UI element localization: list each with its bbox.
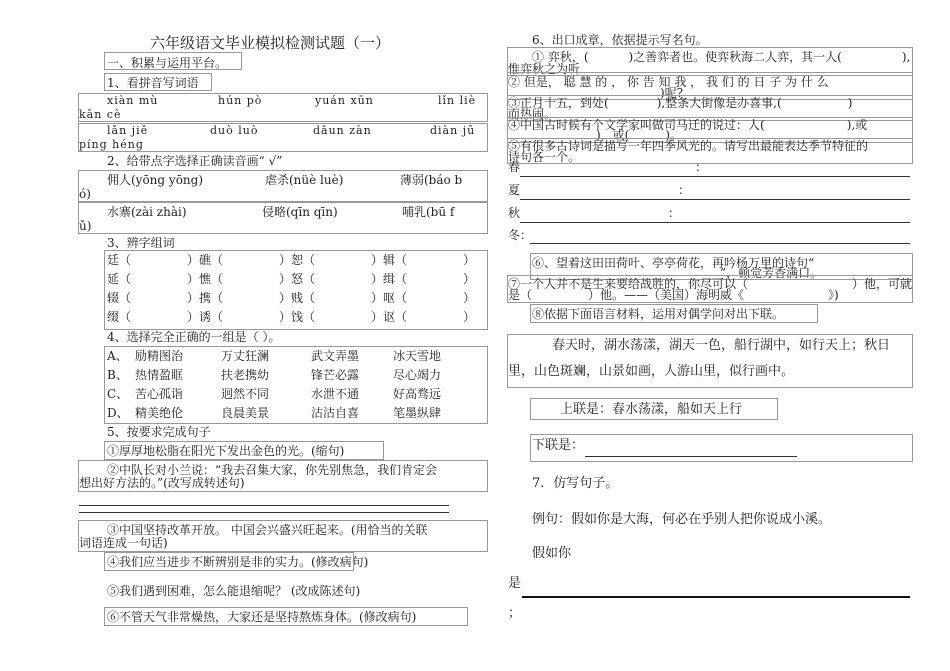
pinyin-word: píng héng — [79, 138, 144, 151]
question: ③中国坚持改革开放。 中国会兴盛兴旺起来。(用恰当的关联 — [107, 523, 428, 537]
text-box — [104, 441, 384, 460]
question: ④我们应当进步不断辨别是非的实力。(修改病句) — [107, 555, 369, 569]
section-heading: 6、出口成章，依据提示写名句。 — [532, 33, 708, 47]
char-cell: ）饯（ — [279, 310, 316, 324]
answer-line[interactable] — [79, 512, 449, 513]
reading-choice[interactable]: 水寨(zài zhài) — [107, 205, 187, 219]
question: ②中队长对小兰说：“我去召集大家，你先别焦急，我们肯定会 — [107, 463, 438, 477]
colon: ： — [678, 183, 691, 197]
subsection-heading: 1、看拼音写词语 — [107, 76, 199, 90]
subsection-heading: 2、给带点字选择正确读音画“ √” — [107, 154, 283, 168]
question: ”，顿觉芳香满口。 — [720, 266, 823, 280]
char-cell: ） — [463, 272, 476, 286]
text-box — [104, 607, 468, 626]
subsection-heading: 4、选择完全正确的一组是（ ）。 — [107, 330, 281, 344]
char-cell: ）贱（ — [279, 291, 316, 305]
reading-choice[interactable]: 侵略(qīn qīn) — [262, 205, 338, 219]
question: ② 但是， 聪 慧 的 ， 你 告 知 我 ， 我 们 的 日 子 为 什 么 — [508, 75, 829, 89]
season-label: 秋 — [508, 206, 521, 220]
pinyin-word: lǎn jiě — [107, 124, 149, 137]
char-cell: ） — [463, 253, 476, 267]
answer-box — [78, 170, 488, 202]
char-cell: ）呕（ — [371, 291, 408, 305]
answer-box — [507, 138, 913, 164]
example-sentence: 例句：假如你是大海，何必在乎别人把你说成小溪。 — [532, 512, 832, 527]
material-text: 春天时，湖水荡漾，湖天一色，船行湖中，如行天上；秋日 — [552, 338, 891, 353]
question: )呢? — [660, 86, 684, 100]
season-label: 冬： — [508, 228, 533, 242]
reading-choice[interactable]: 佣人(yōng yōng) — [107, 173, 204, 187]
char-cell: 缀（ — [107, 310, 132, 324]
text-box — [104, 73, 212, 91]
question: ⑤我们遇到困难，怎么能退缩呢？ (改成陈述句) — [107, 584, 361, 598]
page-title: 六年级语文毕业模拟检测试题（一） — [150, 34, 391, 52]
text-box — [530, 434, 913, 462]
option-row[interactable]: C、 苦心孤诣 迥然不同 水泄不通 好高骛远 — [107, 387, 442, 401]
answer-line[interactable] — [530, 243, 910, 244]
char-cell: ）怒（ — [279, 272, 316, 286]
question: ① 弈秋，( )之善弈者也。使弈秋海二人弈，其一人( ), — [532, 50, 911, 64]
material-text: 里，山色斑斓，山景如画，人游山里，似行画中。 — [508, 364, 795, 379]
pinyin-word: lǐn liè — [438, 94, 477, 107]
question: ⑥、望着这田田荷叶、亭亭荷花，再吟杨万里的诗句“ — [532, 256, 815, 270]
season-label: 春 — [508, 160, 521, 174]
pinyin-word: yuán xūn — [315, 94, 374, 107]
prompt-text: ； — [508, 606, 522, 621]
question: ⑥不管天气非常燥热，大家还是坚持熬炼身体。(修改病句) — [107, 610, 417, 624]
pinyin-word: xiàn mù — [107, 94, 159, 107]
char-cell: 辍（ — [107, 291, 132, 305]
question: ⑧依据下面语言材料，运用对偶学问对出下联。 — [532, 307, 785, 321]
subsection-heading: 7．仿写句子。 — [532, 476, 619, 491]
char-table-box — [104, 250, 488, 330]
answer-line[interactable] — [520, 222, 910, 223]
colon: ： — [668, 206, 681, 220]
season-label: 夏 — [508, 183, 521, 197]
reading-choice[interactable]: 薄弱(báo b — [400, 173, 463, 187]
question: 词语连成一句话) — [79, 536, 168, 550]
pinyin-word: dǎun zàn — [313, 124, 372, 137]
option-row[interactable]: A、 励精图治 万丈狂澜 武文弄墨 冰天雪地 — [107, 349, 442, 363]
question: ③正月十五，到处( ),整条大街像是办喜事,( ) — [508, 96, 853, 110]
upper-couplet: 上联是：春水荡漾，船如天上行 — [560, 402, 743, 417]
options-box — [104, 346, 488, 424]
answer-line[interactable] — [79, 505, 449, 506]
pinyin-word: hún pò — [218, 94, 263, 107]
question: )，或( )。 — [596, 128, 683, 142]
char-cell: 延（ — [107, 272, 132, 286]
lower-couplet-label: 下联是： — [532, 438, 585, 453]
char-cell: ） — [463, 310, 476, 324]
char-cell: ）恕（ — [279, 253, 316, 267]
question: 诗句各一个。 — [508, 150, 581, 164]
char-cell: ）辑（ — [371, 253, 408, 267]
answer-box[interactable] — [507, 275, 913, 303]
pinyin-word: kān cè — [79, 108, 122, 121]
answer-line[interactable] — [520, 176, 910, 177]
option-row[interactable]: D、 精美绝伦 良晨美景 沽沽自喜 笔墨纵肆 — [107, 406, 442, 420]
answer-line[interactable] — [520, 199, 910, 200]
char-cell: ）缉（ — [371, 272, 408, 286]
text-box — [78, 520, 488, 552]
text-box — [530, 304, 818, 323]
subsection-heading: 5、按要求完成句子 — [107, 425, 211, 439]
colon: ： — [695, 160, 708, 174]
section-heading: 一、积累与运用平台。 — [107, 56, 228, 70]
text-box — [507, 334, 913, 388]
reading-choice[interactable]: 哺乳(bū f — [402, 205, 455, 219]
char-cell: ） — [463, 291, 476, 305]
question: ①厚厚地松脂在阳光下发出金色的光。(缩句) — [107, 444, 345, 458]
text-box — [104, 552, 354, 571]
prompt-text: 是 — [508, 576, 522, 591]
char-cell: ）讴（ — [371, 310, 408, 324]
char-cell: ）诱（ — [187, 310, 224, 324]
text-box — [78, 460, 488, 492]
reading-choice-tail: ó) — [79, 187, 91, 201]
char-cell: 廷（ — [107, 253, 132, 267]
pinyin-word: duò luò — [210, 124, 259, 137]
question: 惟弈秋之为听 — [508, 62, 581, 76]
answer-box — [78, 202, 488, 234]
char-cell: ）憔（ — [187, 272, 224, 286]
question: 是（ ）他。——（美国）海明威《 》) — [508, 288, 839, 302]
option-row[interactable]: B、 热情盈眶 扶老携幼 锋芒必露 尽心竭力 — [107, 368, 442, 382]
reading-choice-tail: ǔ) — [79, 219, 92, 233]
pinyin-word: diàn jū — [430, 124, 476, 137]
reading-choice[interactable]: 虐杀(nüè luè) — [265, 173, 344, 187]
answer-line[interactable] — [522, 596, 910, 598]
question: ④中国古时候有个文学家叫做司马迁的说过：人( ),或 — [508, 118, 868, 132]
prompt-text: 假如你 — [532, 546, 572, 561]
char-cell: ）礁（ — [187, 253, 224, 267]
question: ⑤有很多古诗词是描写一年四季风光的。请写出最能表达季节特征的 — [508, 139, 869, 153]
question: 而热闹。 — [508, 107, 557, 121]
answer-box[interactable] — [78, 93, 488, 122]
question: ⑦一个人并不是生来要给战胜的，你尽可以（ ）他，可就 — [508, 277, 913, 291]
question: 想出好方法的。”(改写成转述句) — [79, 476, 245, 490]
text-box — [530, 398, 778, 420]
text-box — [104, 52, 242, 70]
char-cell: ）携（ — [187, 291, 224, 305]
subsection-heading: 3、辨字组词 — [107, 236, 175, 250]
answer-box[interactable] — [78, 123, 488, 152]
